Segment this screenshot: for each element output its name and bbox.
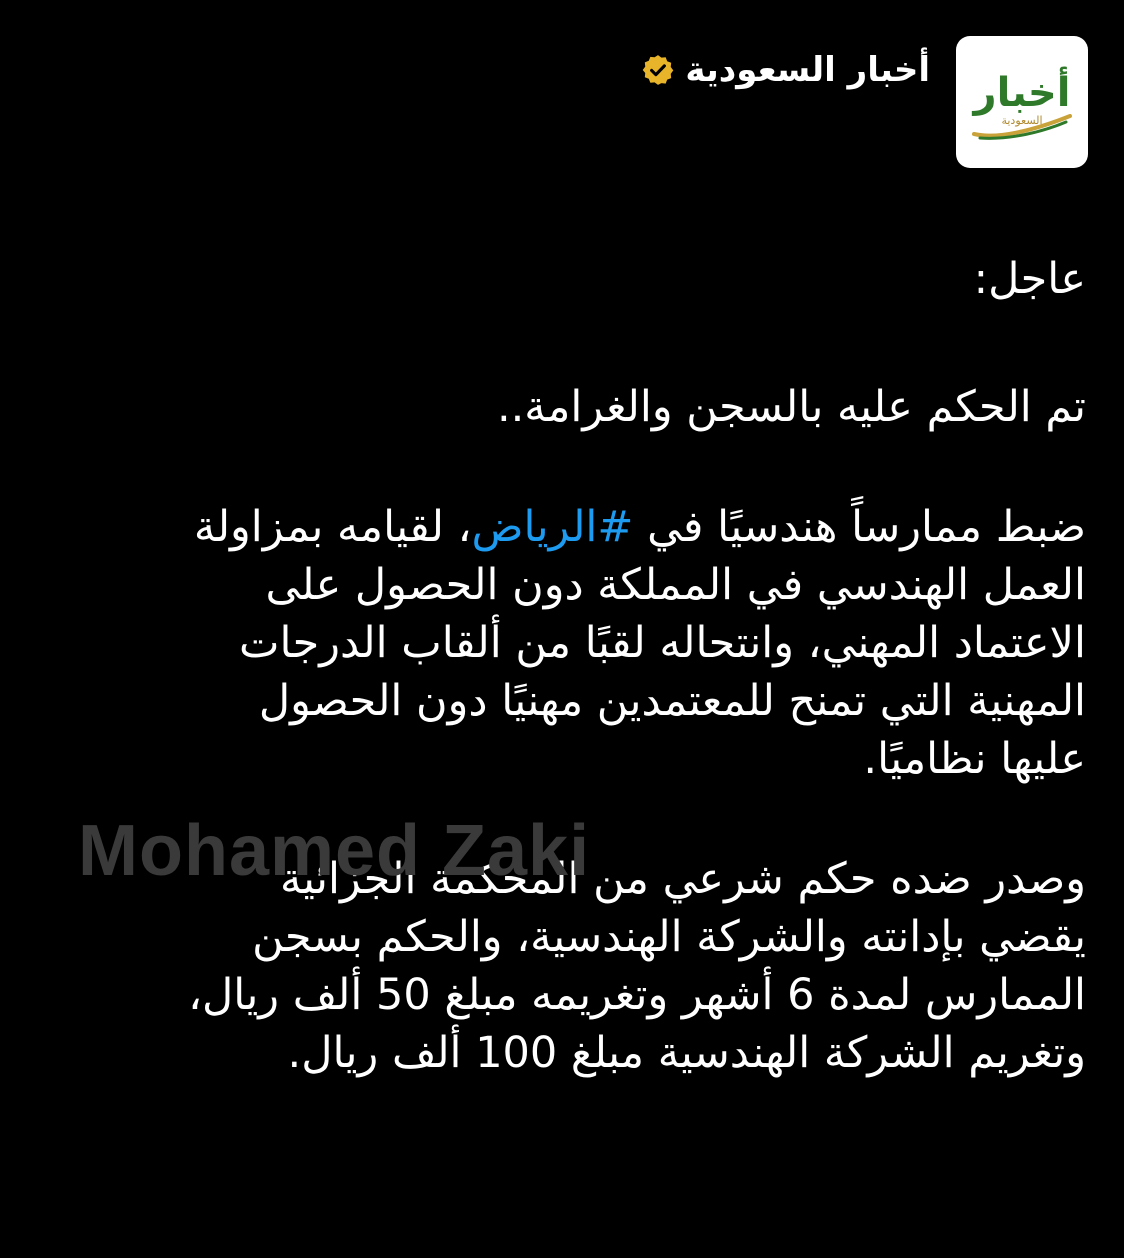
post-paragraph-1 [36, 498, 1086, 788]
display-name[interactable]: أخبار السعودية [685, 50, 930, 90]
post-header [641, 36, 1088, 168]
paragraph-1-rest: ، لقيامه بمزاولة العمل الهندسي في المملكة دون الحصول على الاعتماد المهني، وانتحاله لقبًا من ألقاب الدرجات المهنية التي تمنح للمعتمدين مهنيًا دون الحصول عليها نظاميًا. [193, 502, 1086, 784]
watermark: Mohamed Zaki [78, 811, 591, 891]
post-body [36, 250, 1086, 1082]
avatar-logo-text: أخبار [973, 69, 1071, 116]
post-headline: تم الحكم عليه بالسجن والغرامة.. [496, 382, 1086, 432]
logo-swoosh-icon [970, 114, 1074, 140]
hashtag-riyadh-link[interactable]: #الرياض [471, 502, 634, 552]
verified-badge-icon [641, 53, 675, 87]
paragraph-1-intro: ضبط ممارساً هندسيًا في [633, 502, 1086, 552]
avatar[interactable] [956, 36, 1088, 168]
account-name-row[interactable] [641, 50, 930, 91]
breaking-label: عاجل: [973, 254, 1086, 304]
post-paragraph-2: وصدر ضده حكم شرعي من المحكمة الجزائية يقضي بإدانته والشركة الهندسية، والحكم بسجن الممارس لمدة 6 أشهر وتغريمه مبلغ 50 ألف ريال، وتغريم الشركة الهندسية مبلغ 100 ألف ريال. [188, 854, 1086, 1078]
avatar-logo-subtext: السعودية [1001, 113, 1043, 127]
